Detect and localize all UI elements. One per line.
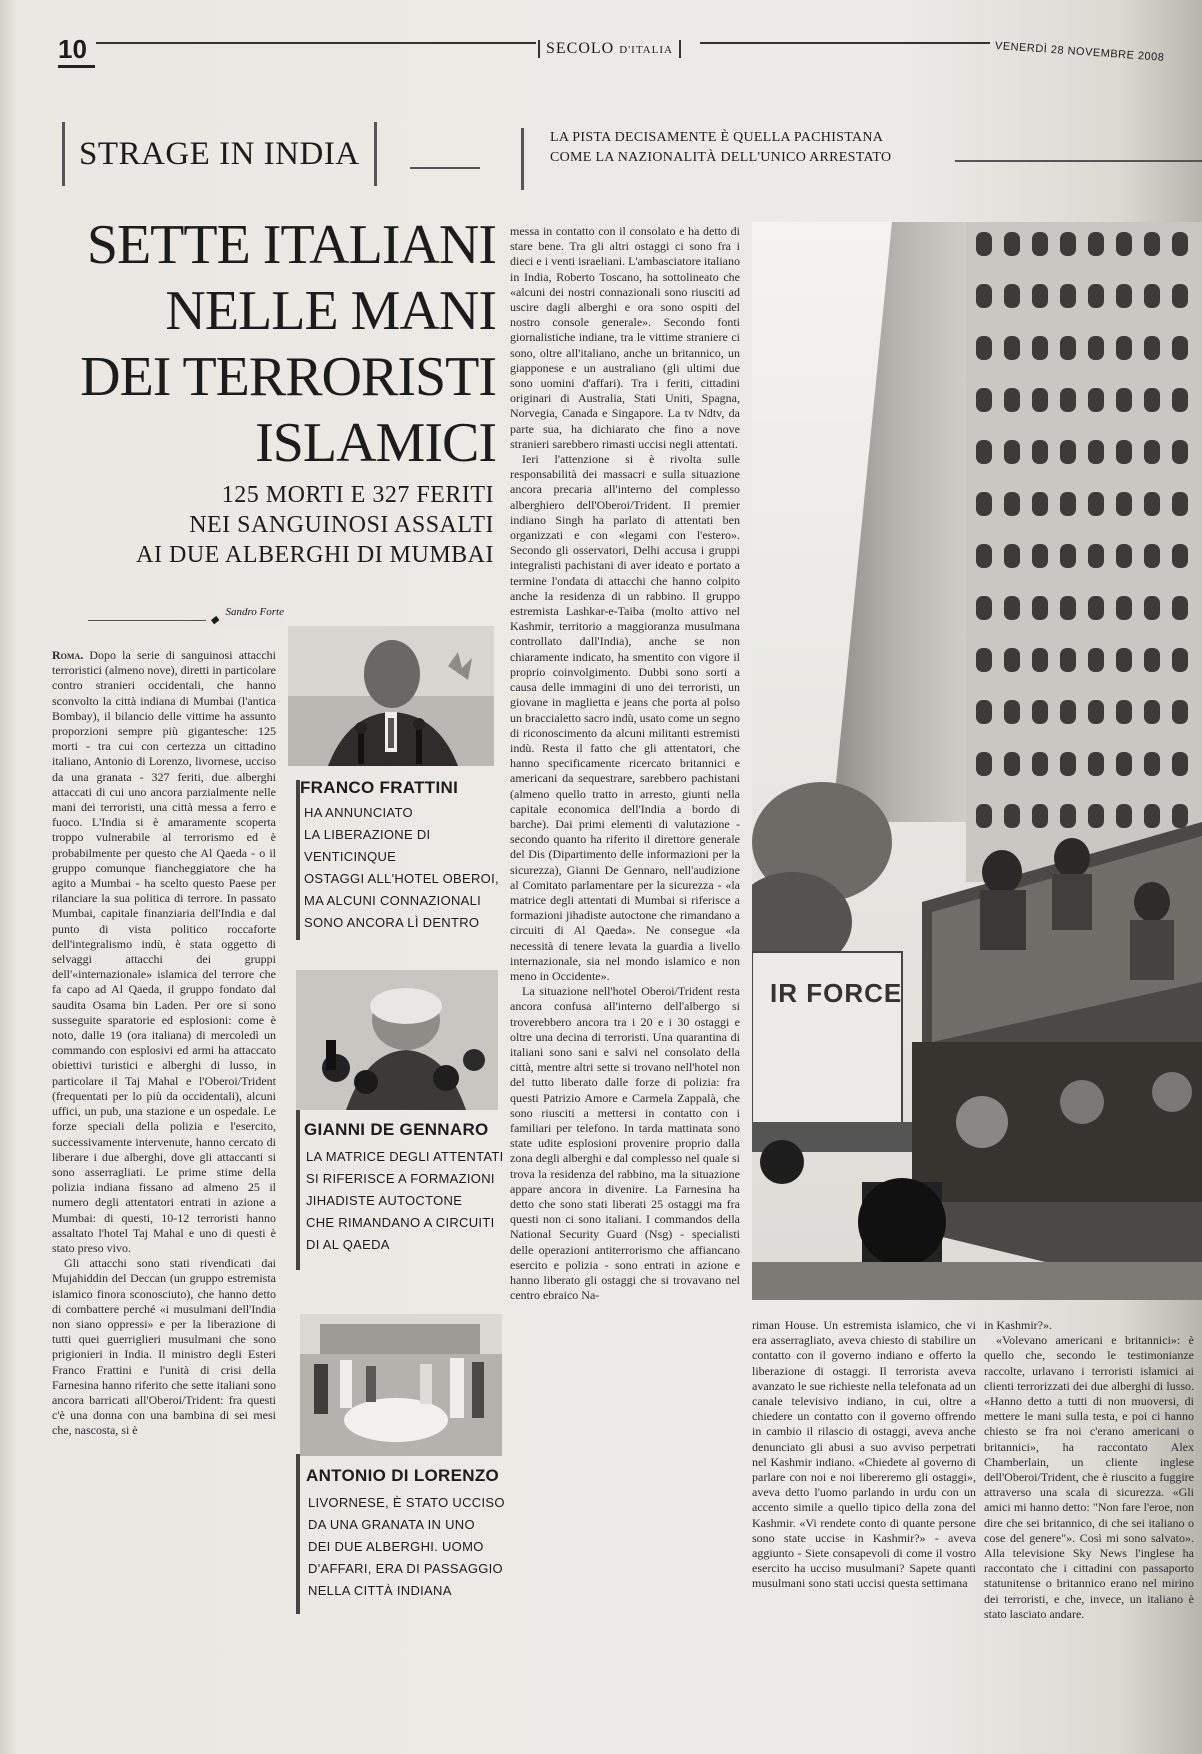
- caption-line: LA MATRICE DEGLI ATTENTATI: [306, 1149, 504, 1164]
- caption-name-di-lorenzo: ANTONIO DI LORENZO: [306, 1466, 500, 1485]
- masthead-main: SECOLO: [546, 40, 615, 57]
- date: VENERDÌ 28 NOVEMBRE 2008: [994, 40, 1165, 64]
- body-paragraph: «Volevano americani e britannici»: è quello che, secondo le testimonianze raccolte, urlavano i terroristi islamici ai clienti terrorizzati dei due alberghi di lusso. «Hanno detto a tutti di non muoversi, di mettere le mani sulla testa, e poi ci hanno chiesto se fra noi c'erano americani o britannici», ha raccontato Alex Chamberlain, un cliente inglese dell'Oberoi/Trident, che è riuscito a fuggire attraverso una scala di sicurezza. «Gli amici mi hanno detto: "Non fare l'eroe, non dire che sei britannico, di che sei italiano o cose del genere"». Così mi sono salvato». Alla televisione Sky News l'inglese ha raccontato che i cittadini con passaporto statunitense o britannico erano nel mirino dei terroristi, e che, invece, un italiano è stato lasciato andare.: [984, 1333, 1194, 1621]
- deck-line-2: NEI SANGUINOSI ASSALTI: [189, 512, 494, 538]
- dateline-city: Roma.: [52, 648, 84, 662]
- body-paragraph: in Kashmir?».: [984, 1318, 1052, 1332]
- caption-line: SONO ANCORA LÌ DENTRO: [304, 915, 480, 930]
- body-column-4: [984, 1318, 1194, 1688]
- sidebar-rule-2: [296, 1110, 300, 1270]
- body-paragraph: Dopo la serie di sanguinosi attacchi terroristici (almeno nove), diretti in particolare contro stranieri occidentali, che hanno sconvolto la città indiana di Mumbai (l'antica Bombay), il bilancio delle vittime ha assunto proporzioni sempre più gigantesche: 125 morti - tra cui con certezza un cittadino italiano, Antonio di Lorenzo, livornese, ucciso da una granata - 327 feriti, due alberghi attaccati di cui uno ancora parzialmente nelle mani dei terroristi, una città messa a ferro e fuoco. L'India si è amaramente scoperta troppo vulnerabile al terrorismo ed è probabilmente per questo che Al Qaeda - o il gruppo comunque fiancheggiatore che ha agito a Mumbai - ha scelto questo Paese per rilanciare la sua politica di terrore. In passato Mumbai, capitale finanziaria dell'India e dal punto di vista politico roccaforte dell'integralismo indù, è stata oggetto di selvaggi attacchi dei gruppi dell'«internazionale» islamica del terrore che fa capo ad Al Qaeda, il gruppo fondato dal saudita Osama bin Laden. Per ore si sono susseguite sparatorie ed esplosioni: come è noto, dalle 19 (ora italiana) di mercoledì un commando con esplosivi ed armi ha attaccato obiettivi turistici e alberghi di lusso, in particolare il Taj Mahal e l'Oberoi/Trident (frequentati per lo più da occidentali), alcuni uffici, un pub, una stazione e un ospedale. Le forze speciali della polizia e l'esercito, successivamente intervenute, hanno cercato di liberare i due alberghi, dove gli attaccanti si sono asserragliati. Le prime stime della polizia indiana fissano ad almeno 25 il numero degli attentatori entrati in azione a Mumbai: di questi, 10-12 terroristi hanno assaltato l'hotel Taj Mahal e uno di questi è stato preso vivo.: [52, 648, 276, 1255]
- main-photo-image: [752, 222, 1202, 1300]
- headline-line-2: NELLE MANI: [165, 280, 496, 342]
- caption-line: D'AFFARI, ERA DI PASSAGGIO: [308, 1561, 503, 1576]
- caption-line: HA ANNUNCIATO: [304, 805, 413, 820]
- sidebar-rule-3: [296, 1454, 300, 1614]
- main-photo: [752, 222, 1202, 1300]
- caption-line: MA ALCUNI CONNAZIONALI: [304, 893, 482, 908]
- caption-line: LA LIBERAZIONE DI VENTICINQUE: [304, 827, 431, 864]
- photo-de-gennaro: [296, 970, 498, 1110]
- body-column-1: [52, 648, 276, 1688]
- body-paragraph: Ieri l'attenzione si è rivolta sulle responsabilità dei massacri e sulla situazione ancora precaria all'interno del complesso alberghiero dell'Oberoi/Trident. Il premier indiano Singh ha parlato di attentati ben organizzati e con «legami con l'estero». Secondo gli osservatori, Delhi accusa i gruppi integralisti pachistani di aver ideato e portato a termine l'ondata di attacchi che hanno colpito anche la residenza di un rabbino. Il gruppo estremista Lashkar-e-Taiba (molto attivo nel Kashmir, territorio a maggioranza musulmana controllato dall'India), anche se non chiaramente indicato, ha smentito con vigore il proprio coinvolgimento. Dubbi sono sorti a causa delle immagini di uno dei terroristi, un giovane in maglietta e jeans che porta al polso un braccialetto sacro indù, usato come un segno di riconoscimento da alcuni militanti estremisti indù. Resta il fatto che gli attentatori, che hanno specificamente ricercato britannici e americani da sequestrare, sarebbero pachistani (almeno quello tratto in arresto, giunti nella capitale economica dell'India a bordo di barche). Dai primi elementi di valutazione - secondo quanto ha riferito il direttore generale del Dis (Dipartimento delle informazioni per la sicurezza), Gianni De Gennaro, nell'audizione al Comitato parlamentare per la sicurezza - «la matrice degli attentati di Mumbai si riferisce a formazioni jihadiste autoctone che rimandano a circuiti di Al Qaeda». Ne consegue «la necessità di tenere levata la guardia a livello internazionale, sia nel mondo islamico e non meno in Occidente».: [510, 452, 740, 983]
- sub-kicker-line-2: COME LA NAZIONALITÀ DELL'UNICO ARRESTATO: [550, 150, 892, 165]
- photo-frattini: [288, 626, 494, 766]
- masthead: [538, 40, 681, 58]
- caption-line: CHE RIMANDANO A CIRCUITI: [306, 1215, 495, 1230]
- caption-text-di-lorenzo: [308, 1492, 508, 1602]
- headline-line-3: DEI TERRORISTI: [80, 346, 496, 408]
- sub-kicker-rule: [955, 160, 1202, 162]
- caption-line: NELLA CITTÀ INDIANA: [308, 1583, 452, 1598]
- caption-name-frattini: FRANCO FRATTINI: [300, 778, 459, 797]
- header-rule-left: [96, 42, 536, 44]
- headline-line-4: ISLAMICI: [255, 412, 496, 474]
- caption-line: JIHADISTE AUTOCTONE: [306, 1193, 463, 1208]
- masthead-small: D'ITALIA: [619, 44, 673, 56]
- photo-frattini-image: [288, 626, 494, 766]
- sub-kicker-line-1: LA PISTA DECISAMENTE È QUELLA PACHISTANA: [550, 130, 884, 145]
- caption-line: LIVORNESE, È STATO UCCISO: [308, 1495, 505, 1510]
- body-paragraph: riman House. Un estremista islamico, che vi era asserragliato, aveva chiesto di stabilire un contatto con il governo indiano e offerto la liberazione di ostaggi. Il terrorista aveva avanzato le sue richieste nella telefonata ad un canale televisivo indiano, in cui, oltre a chiedere un contatto con il governo offrendo in cambio il rilascio di ostaggi, aveva anche denunciato gli abusi a suo avviso perpetrati nel Kashmir indiano. «Chiedete al governo di parlare con noi e noi libereremo gli ostaggi», aveva detto l'uomo parlando in urdu con un accento simile a quello tipico della zona del Kashmir. «Vi rendete conto di quante persone sono state uccise in Kashmir?» - aveva aggiunto - Siete consapevoli di come il vostro esercito ha ucciso musulmani? Sapete quanti musulmani sono stati uccisi questa settimana: [752, 1318, 976, 1591]
- caption-line: SI RIFERISCE A FORMAZIONI: [306, 1171, 495, 1186]
- page-number: 10: [58, 34, 95, 68]
- caption-line: DI AL QAEDA: [306, 1237, 390, 1252]
- sidebar-rule-1: [296, 780, 300, 940]
- caption-line: DEI DUE ALBERGHI. UOMO: [308, 1539, 484, 1554]
- headline-line-1: SETTE ITALIANI: [86, 214, 496, 276]
- byline-author: Sandro Forte: [221, 606, 284, 618]
- van-sign-text: IR FORCE: [770, 978, 903, 1008]
- deck: [60, 480, 494, 570]
- deck-line-3: AI DUE ALBERGHI DI MUMBAI: [136, 542, 494, 568]
- byline: ◆ Sandro Forte: [88, 620, 284, 634]
- body-paragraph: messa in contatto con il consolato e ha detto di stare bene. Tra gli altri ostaggi ci sono fra i dieci e i venti israeliani. L'ambasciatore italiano in India, Roberto Toscano, ha sottolineato che «alcuni dei nostri connazionali sono riusciti ad uscire dagli alberghi e ora sono ospiti del nostro console generale». Secondo fonti giornalistiche indiane, tra le vittime straniere ci sono, oltre all'italiano, anche un britannico, un giapponese e un australiano (gli ultimi due sono uomini d'affari). Tra i feriti, cittadini originari di Australia, Stati Uniti, Spagna, Norvegia, Canada e Singapore. La tv Ndtv, da parte sua, ha dichiarato che fino a nove stranieri sarebbero rimasti uccisi negli attentati.: [510, 224, 740, 451]
- photo-di-lorenzo: [300, 1314, 502, 1456]
- body-column-2: [510, 224, 740, 1688]
- body-column-3: [752, 1318, 976, 1688]
- photo-de-gennaro-image: [296, 970, 498, 1110]
- section-kicker: STRAGE IN INDIA: [62, 122, 377, 186]
- photo-di-lorenzo-image: [300, 1314, 502, 1456]
- kicker-rule: [410, 167, 480, 169]
- caption-text-de-gennaro: [306, 1146, 506, 1256]
- sub-kicker: [521, 128, 891, 190]
- body-paragraph: La situazione nell'hotel Oberoi/Trident resta ancora confusa all'interno dell'albergo si troverebbero ancora tra i 20 e i 30 ostaggi e oltre una decina di terroristi. Una quarantina di italiani sono sani e salvi nel consolato della città, mentre altri sette si trovano nell'hotel non del tutto liberato dalle forze di polizia: fra questi Patrizio Amore e Carmela Zappalà, che sono riusciti a mettersi in contatto con i familiari per telefono. In tarda mattinata sono state udite esplosioni provenire proprio dalla zona degli alberghi e dal complesso nel quale si trova la residenza del rabbino, ma la situazione appare ancora in divenire. La Farnesina ha detto che sono stati liberati 25 ostaggi ma fra questi non ci sono italiani. I commandos della National Security Guard (Nsg) - specialisti delle operazioni antiterrorismo che affiancano esercito e polizia - sono entrati in azione e hanno liberato gli ostaggi che si trovavano nel centro ebraico Na-: [510, 984, 740, 1303]
- body-paragraph: Gli attacchi sono stati rivendicati dai Mujahiddin del Deccan (un gruppo estremista islamico finora sconosciuto), che hanno detto di combattere perché «i musulmani dell'India non siano oppressi» e per la liberazione di tutti quei guerriglieri musulmani che sono prigionieri in India. Il ministro degli Esteri Franco Frattini e l'unità di crisi della Farnesina hanno riferito che sette italiani sono ancora barricati all'Oberoi/Trident: fra questi c'è una donna con una bambina di sei mesi che, nascosta, si è: [52, 1256, 276, 1438]
- header-rule-right: [700, 42, 990, 44]
- caption-line: DA UNA GRANATA IN UNO: [308, 1517, 475, 1532]
- caption-text-frattini: [304, 802, 504, 934]
- deck-line-1: 125 MORTI E 327 FERITI: [221, 482, 494, 508]
- headline: [60, 212, 496, 476]
- caption-name-de-gennaro: GIANNI DE GENNARO: [304, 1120, 489, 1139]
- caption-line: OSTAGGI ALL'HOTEL OBEROI,: [304, 871, 499, 886]
